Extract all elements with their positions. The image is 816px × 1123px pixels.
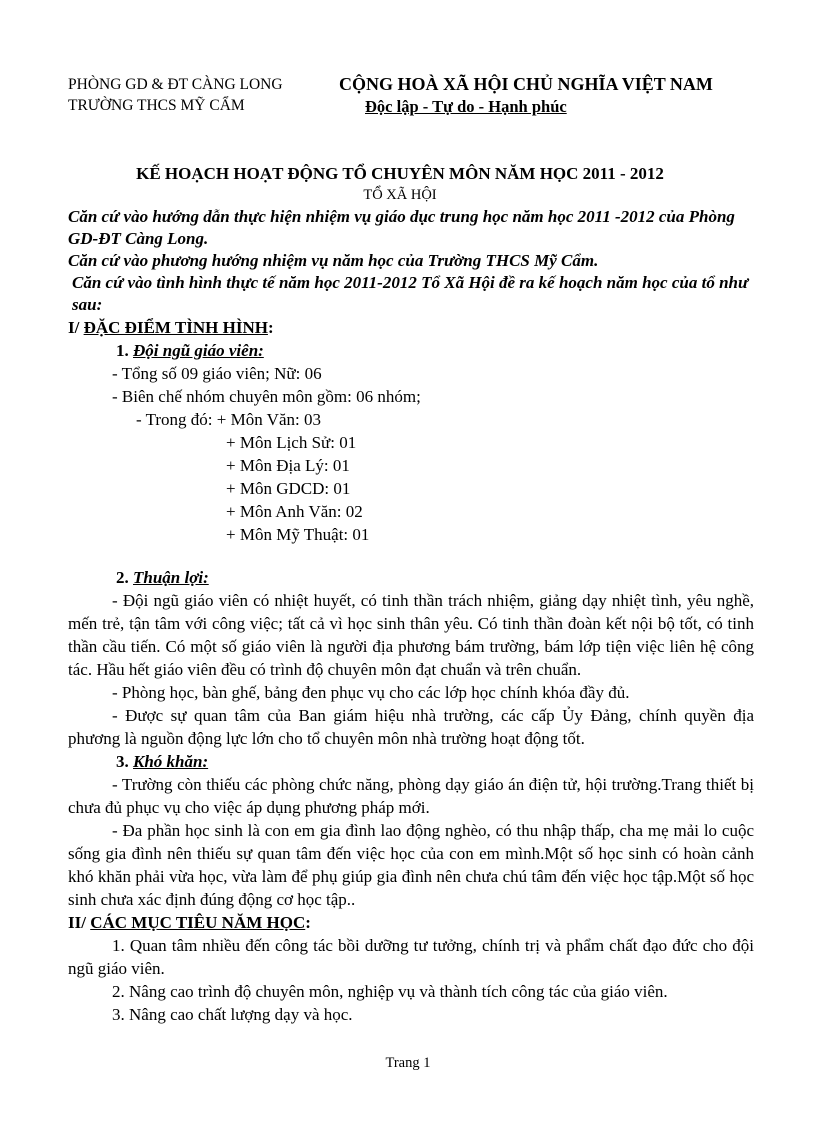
section-heading-1: [68, 316, 754, 339]
issuing-office: [68, 74, 283, 116]
subject-line: + Môn Địa Lý: 01: [226, 456, 350, 475]
goal-item: 1. Quan tâm nhiều đến công tác bồi dưỡng tư tưởng, chính trị và phẩm chất đạo đức cho đội ngũ giáo viên.: [68, 936, 754, 978]
subsection-title: Khó khăn:: [133, 752, 209, 771]
staff-total: - Tổng số 09 giáo viên; Nữ: 06: [112, 364, 322, 383]
subsection-number: 1.: [116, 341, 133, 360]
advantage-item: - Đội ngũ giáo viên có nhiệt huyết, có tinh thần trách nhiệm, giảng dạy nhiệt tình, yêu nghề, mến trẻ, tận tâm với công việc; tất cả vì học sinh thân yêu. Có tinh thần đoàn kết nội bộ tốt, có tinh thần cầu tiến. Có một số giáo viên là người địa phương bám trường, bám lớp tiện việc liên hệ công tác. Hầu hết giáo viên đều có trình độ chuyên môn đạt chuẩn và trên chuẩn.: [68, 591, 754, 679]
subsection-title: Thuận lợi:: [133, 568, 209, 587]
subsection-number: 2.: [116, 568, 133, 587]
section-colon: :: [267, 318, 274, 337]
section-title: CÁC MỤC TIÊU NĂM HỌC: [90, 913, 306, 932]
subsection-heading-staff: [68, 339, 754, 362]
intro-paragraph: Căn cứ vào phương hướng nhiệm vụ năm học của Trường THCS Mỹ Cẩm.: [68, 251, 599, 270]
intro-paragraph: Căn cứ vào tình hình thực tế năm học 2011-2012 Tổ Xã Hội đề ra kế hoạch năm học của tổ như sau:: [72, 273, 749, 314]
department-name: PHÒNG GD & ĐT CÀNG LONG: [68, 76, 283, 93]
subject-line: + Môn Anh Văn: 02: [226, 502, 363, 521]
section-title: ĐẶC ĐIỂM TÌNH HÌNH: [83, 318, 268, 337]
national-header: [339, 72, 739, 118]
subsection-title: Đội ngũ giáo viên:: [133, 341, 264, 360]
section-number: II/: [68, 913, 91, 932]
section-number: I/: [68, 318, 84, 337]
republic-name: CỘNG HOÀ XÃ HỘI CHỦ NGHĨA VIỆT NAM: [339, 74, 713, 94]
staff-groups: - Biên chế nhóm chuyên môn gồm: 06 nhóm;: [112, 387, 421, 406]
section-colon: :: [305, 913, 311, 932]
subsection-number: 3.: [116, 752, 133, 771]
subsection-heading-advantages: [68, 566, 754, 589]
subject-line: + Môn GDCD: 01: [226, 479, 351, 498]
national-motto: Độc lập - Tự do - Hạnh phúc: [365, 97, 567, 116]
document-subtitle: TỔ XÃ HỘI: [363, 187, 437, 203]
difficulty-item: - Đa phần học sinh là con em gia đình lao động nghèo, có thu nhập thấp, cha mẹ mải lo cuộc sống gia đình nên thiếu sự quan tâm đến việc học của con em mình.Một số học sinh có hoàn cảnh khó khăn phải vừa học, vừa làm để phụ giúp gia đình nên chưa chú tâm đến việc học tập.Một số học sinh chưa xác định đúng động cơ học tập..: [68, 821, 754, 909]
school-name: TRƯỜNG THCS MỸ CẨM: [68, 97, 245, 114]
goal-item: 2. Nâng cao trình độ chuyên môn, nghiệp vụ và thành tích công tác của giáo viên.: [112, 982, 668, 1001]
subject-line: - Trong đó: + Môn Văn: 03: [136, 410, 321, 429]
goal-item: 3. Nâng cao chất lượng dạy và học.: [112, 1005, 353, 1024]
subject-line: + Môn Mỹ Thuật: 01: [226, 525, 370, 544]
difficulty-item: - Trường còn thiếu các phòng chức năng, phòng dạy giáo án điện tử, hội trường.Trang thiết bị chưa đủ phục vụ cho việc áp dụng phương pháp mới.: [68, 775, 754, 817]
subject-line: + Môn Lịch Sử: 01: [226, 433, 357, 452]
page-number: Trang 1: [385, 1055, 431, 1071]
section-heading-2: [68, 911, 754, 934]
advantage-item: - Được sự quan tâm của Ban giám hiệu nhà trường, các cấp Ủy Đảng, chính quyền địa phương là nguồn động lực lớn cho tổ chuyên môn nhà trường hoạt động tốt.: [68, 706, 754, 748]
subsection-heading-difficulties: [68, 750, 754, 773]
document-body: [68, 206, 754, 1026]
document-title: KẾ HOẠCH HOẠT ĐỘNG TỔ CHUYÊN MÔN NĂM HỌC 2011 - 2012: [136, 164, 664, 183]
intro-paragraph: Căn cứ vào hướng dẫn thực hiện nhiệm vụ giáo dục trung học năm học 2011 -2012 của Phòng GD-ĐT Càng Long.: [68, 207, 735, 248]
advantage-item: - Phòng học, bàn ghế, bảng đen phục vụ cho các lớp học chính khóa đầy đủ.: [112, 683, 630, 702]
